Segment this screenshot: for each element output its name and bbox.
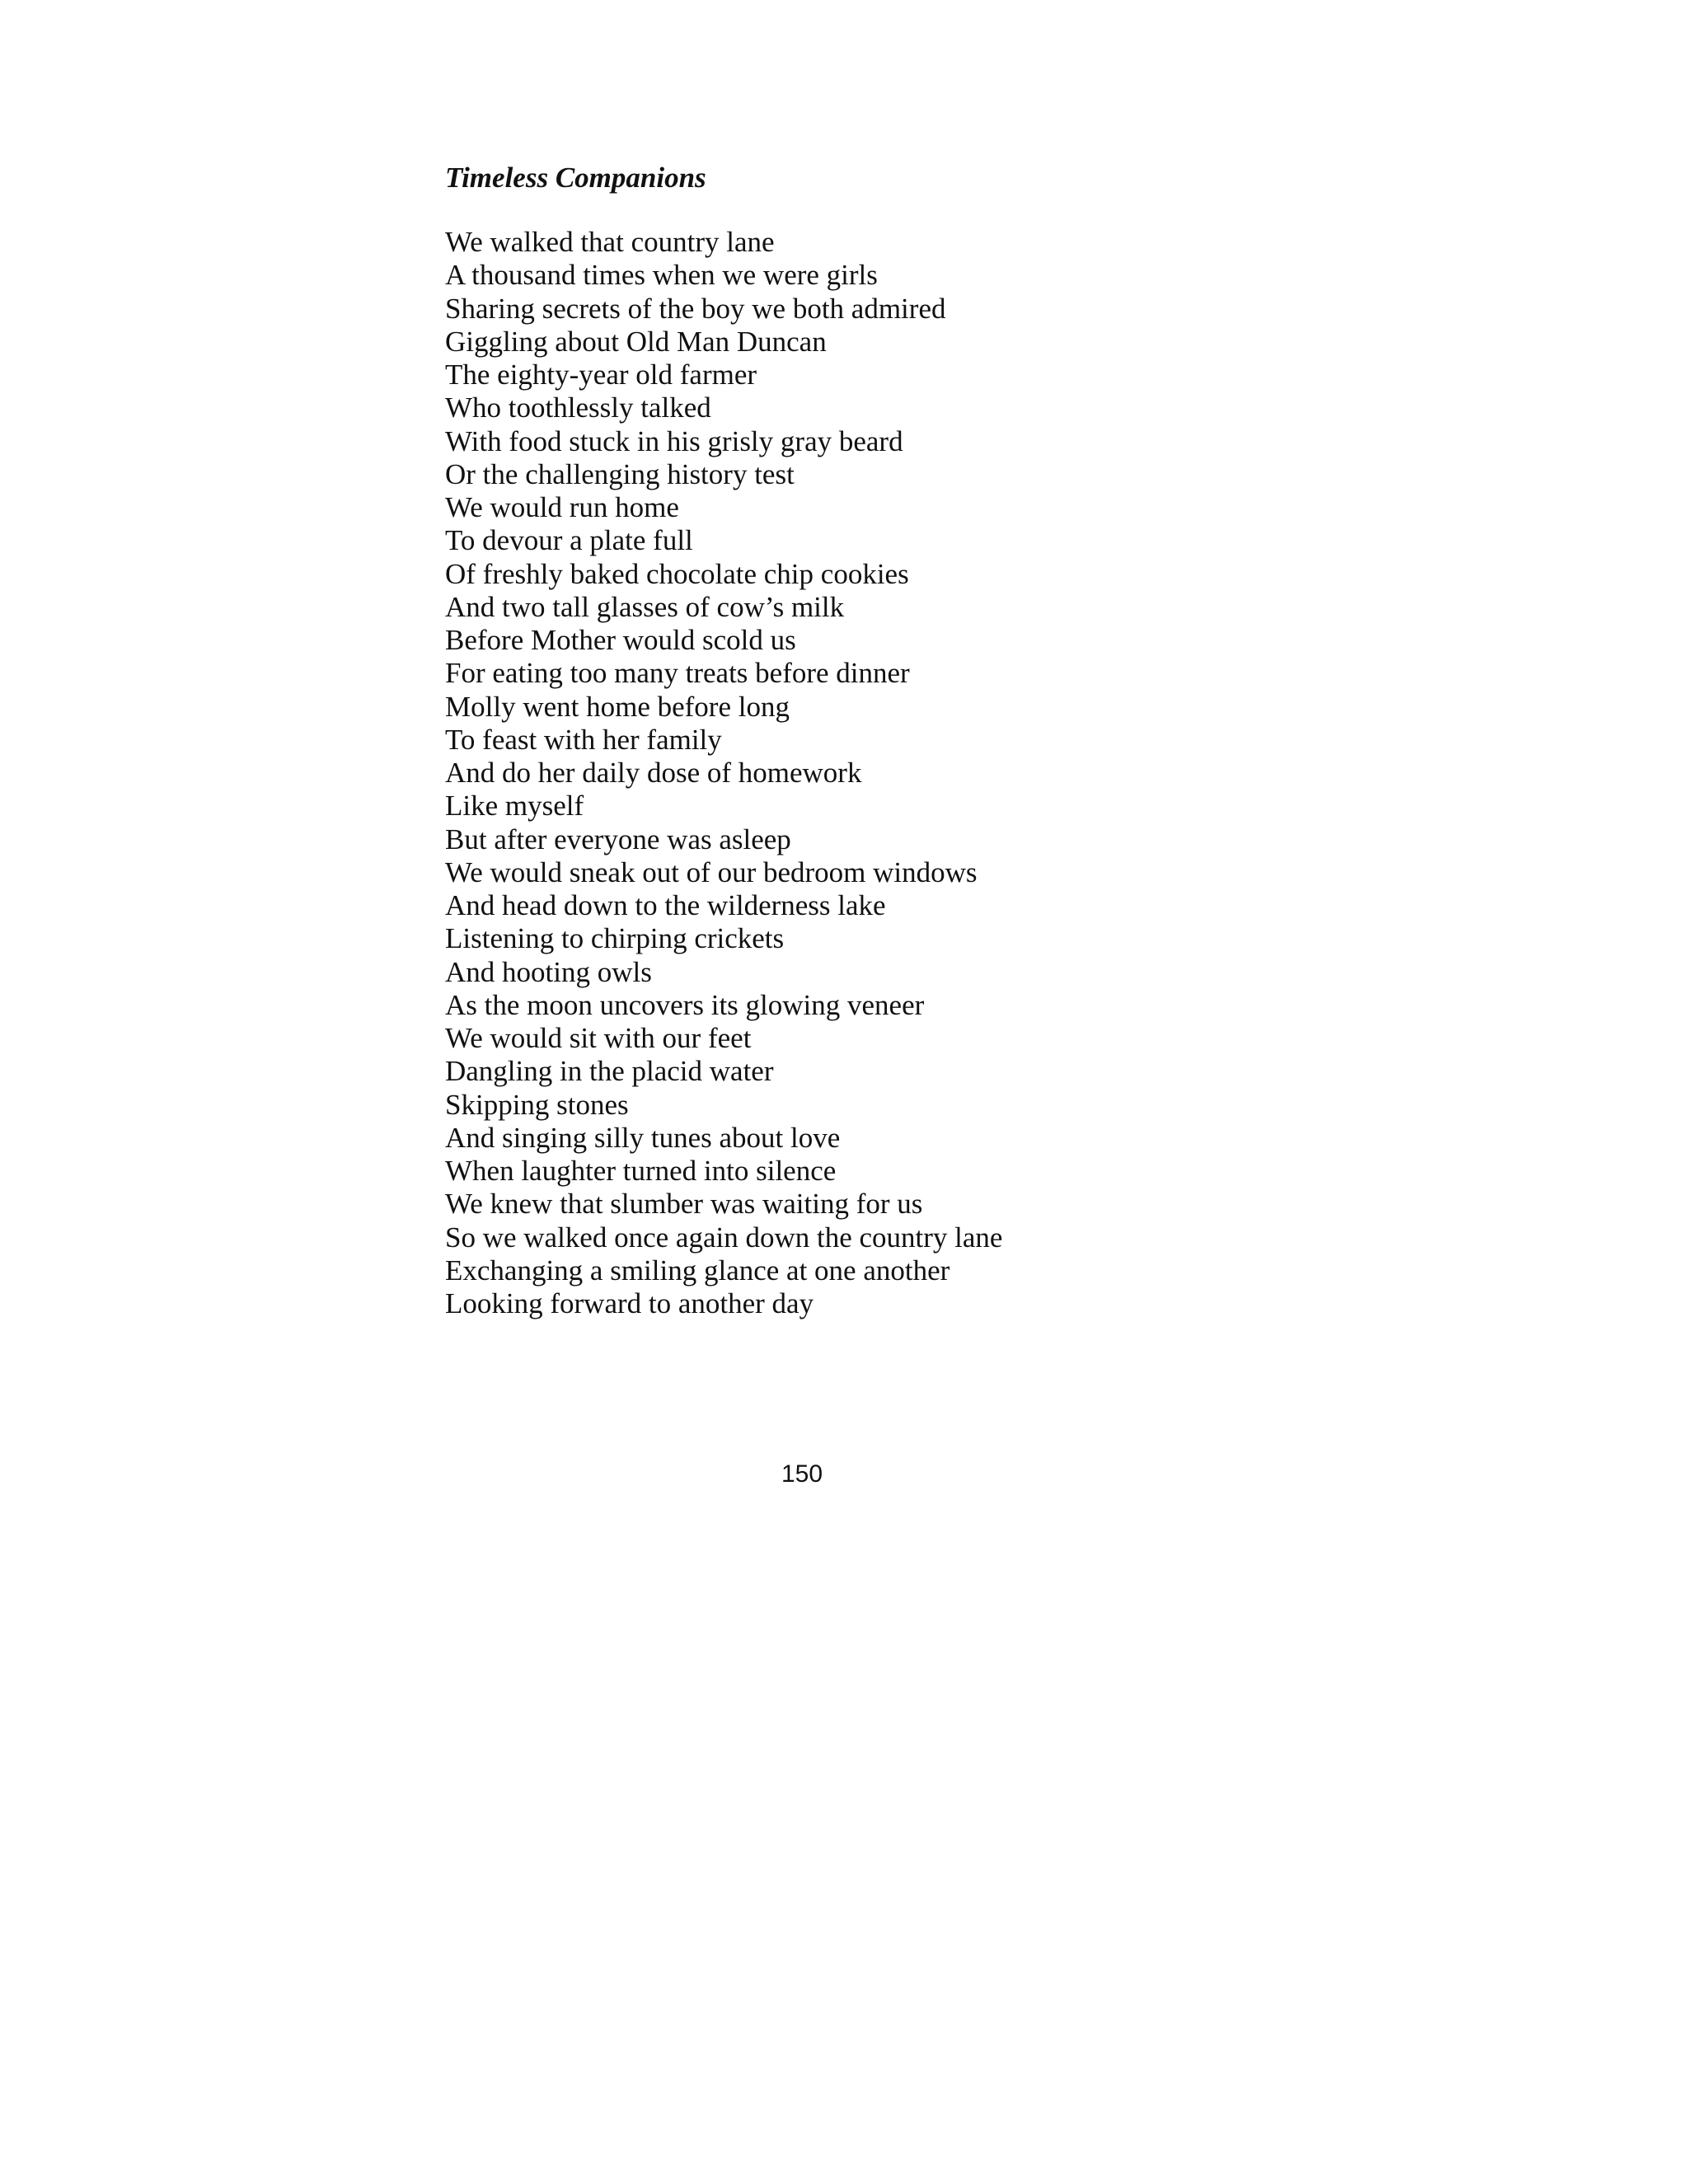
poem-line: Who toothlessly talked [445, 391, 711, 424]
poem-line: When laughter turned into silence [445, 1155, 837, 1187]
poem-line: Giggling about Old Man Duncan [445, 325, 827, 358]
poem-line: We would sit with our feet [445, 1022, 752, 1054]
poem-line: Listening to chirping crickets [445, 922, 785, 955]
poem-line: We knew that slumber was waiting for us [445, 1188, 923, 1221]
poem-line: Before Mother would scold us [445, 624, 796, 656]
poem-line: The eighty-year old farmer [445, 359, 757, 391]
poem-line: Dangling in the placid water [445, 1055, 774, 1088]
poem-line: Looking forward to another day [445, 1287, 814, 1319]
poem-line: Of freshly baked chocolate chip cookies [445, 557, 909, 590]
poem-line: Sharing secrets of the boy we both admired [445, 292, 946, 325]
poem-body [445, 226, 1002, 1320]
poem-line: And do her daily dose of homework [445, 757, 862, 789]
poem-title: Timeless Companions [445, 162, 706, 194]
poem-line: Skipping stones [445, 1088, 629, 1121]
poem-line: We would run home [445, 491, 679, 523]
poem-line: So we walked once again down the country lane [445, 1221, 1003, 1254]
poem-line: And head down to the wilderness lake [445, 889, 886, 921]
poem-line: As the moon uncovers its glowing veneer [445, 988, 925, 1021]
poem-line: With food stuck in his grisly gray beard [445, 424, 903, 457]
poem-line: And hooting owls [445, 955, 652, 988]
poem-line: But after everyone was asleep [445, 823, 791, 855]
poem-line: We would sneak out of our bedroom windows [445, 855, 978, 888]
poem-line: And singing silly tunes about love [445, 1121, 841, 1154]
poem-line: And two tall glasses of cow’s milk [445, 590, 845, 623]
poem-line: To devour a plate full [445, 524, 693, 557]
poem-line: For eating too many treats before dinner [445, 657, 910, 690]
poem-line: A thousand times when we were girls [445, 259, 878, 292]
poem-line: Molly went home before long [445, 690, 790, 723]
poem-line: Or the challenging history test [445, 457, 795, 490]
page-number: 150 [781, 1460, 823, 1488]
poem-line: We walked that country lane [445, 226, 775, 258]
poem-line: Exchanging a smiling glance at one another [445, 1254, 950, 1286]
poem-line: To feast with her family [445, 723, 722, 756]
poem-line: Like myself [445, 790, 584, 823]
